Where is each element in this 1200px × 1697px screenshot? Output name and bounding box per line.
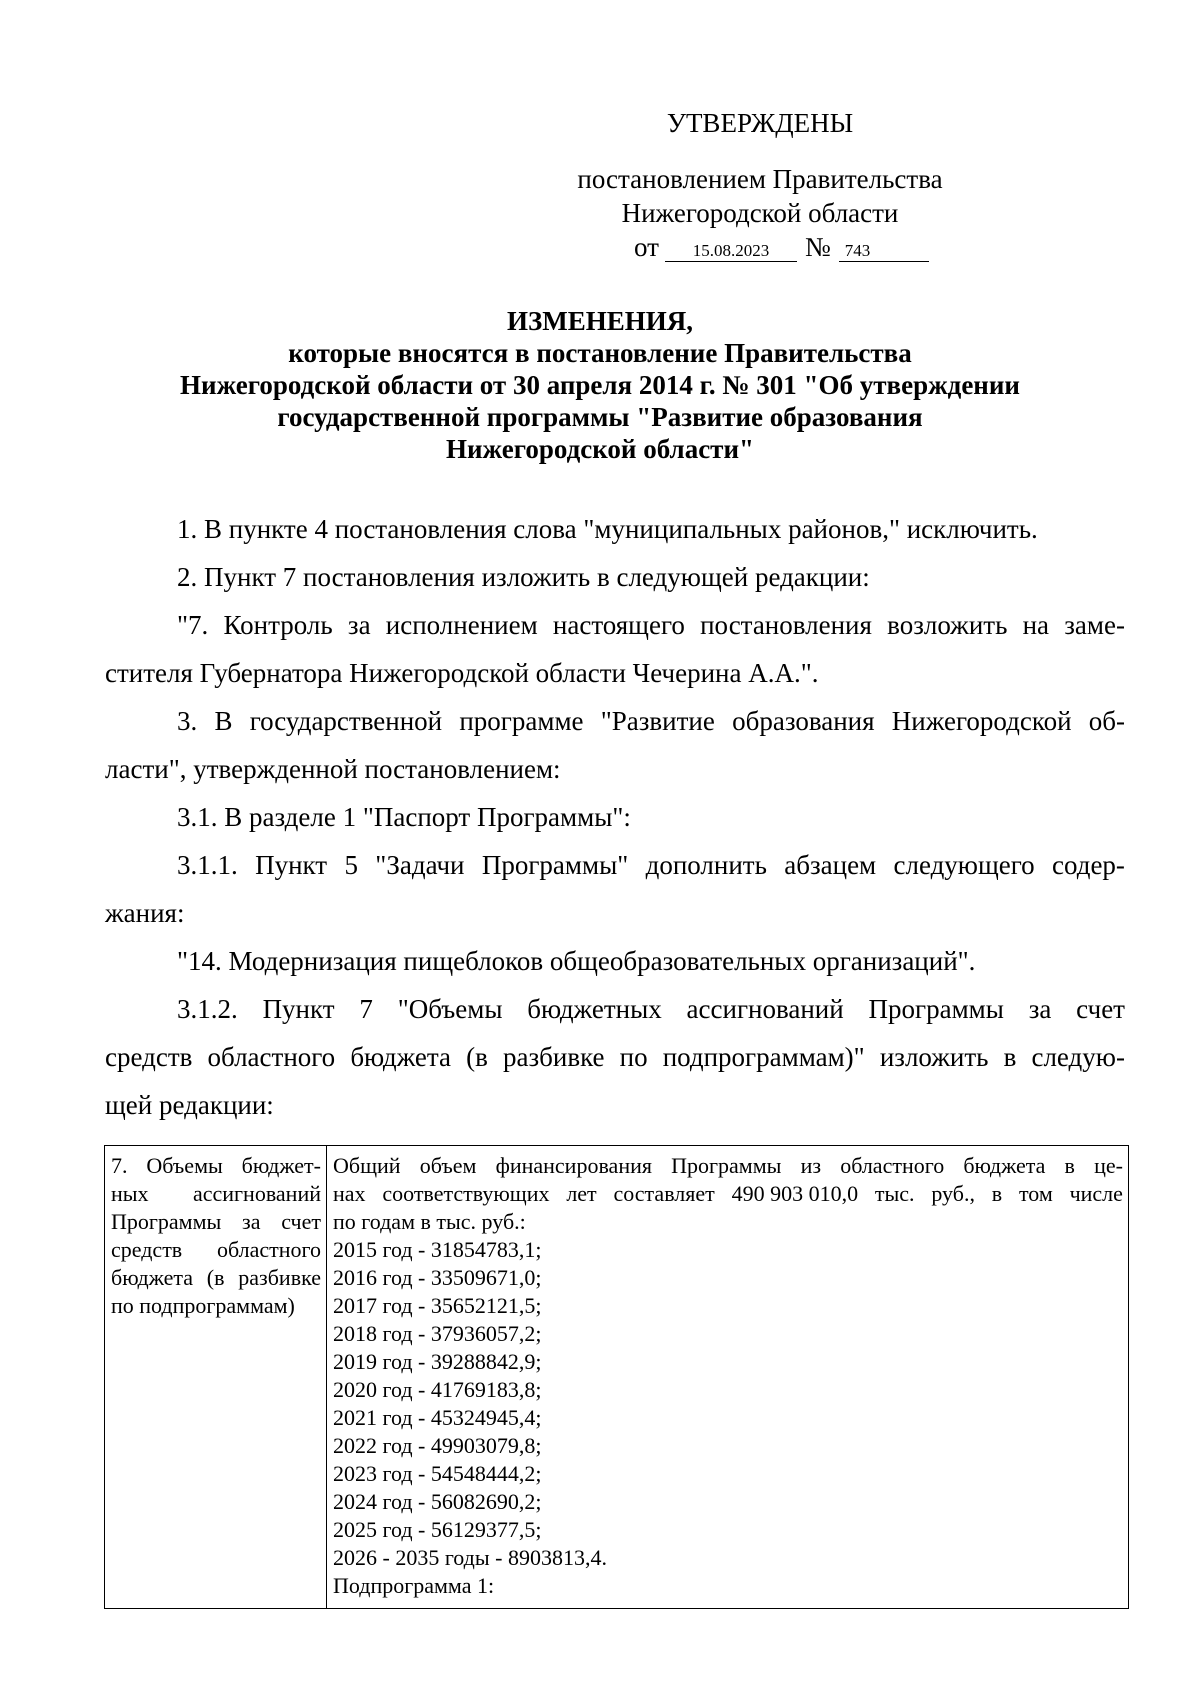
list-item: 2020 год - 41769183,8; [333, 1377, 542, 1402]
word: областного [840, 1153, 945, 1178]
word: 5 [344, 850, 358, 880]
word: руб., [931, 1181, 975, 1206]
word: "7. [177, 610, 209, 640]
word: счет [1076, 994, 1125, 1024]
intro-line: по годам в тыс. руб.: [333, 1209, 526, 1234]
word: изложить [879, 1042, 989, 1072]
word: заме- [1064, 610, 1125, 640]
word: Программы" [481, 850, 629, 880]
word: 7. [111, 1153, 128, 1178]
word: на [1022, 610, 1050, 640]
word: 3. [177, 706, 198, 736]
word: составляет [613, 1181, 715, 1206]
word: соответствующих [382, 1181, 550, 1206]
word: 3.1.1. [177, 850, 238, 880]
paragraph-5: 3.1. В разделе 1 "Паспорт Программы": [177, 802, 631, 832]
heading-line: ИЗМЕНЕНИЯ, [506, 306, 693, 336]
word: том [1018, 1181, 1053, 1206]
word: за [347, 610, 371, 640]
word: об- [1088, 706, 1125, 736]
label-line [111, 1152, 321, 1180]
paragraph-8-line-3: щей редакции: [105, 1090, 274, 1120]
word: за [1028, 994, 1052, 1024]
word: счет [281, 1209, 321, 1234]
word: постановления [700, 610, 872, 640]
list-item: 2018 год - 37936057,2; [333, 1321, 542, 1346]
word: В [214, 706, 233, 736]
ot-label: от [634, 232, 659, 262]
word: в [991, 1181, 1003, 1206]
word: лет [566, 1181, 597, 1206]
word: 490 903 010,0 [731, 1181, 859, 1206]
word: по [619, 1042, 648, 1072]
number-sign: № [804, 232, 831, 262]
word: в [1003, 1042, 1017, 1072]
word: в [1064, 1153, 1075, 1178]
approved-stamp: УТВЕРЖДЕНЫ [666, 108, 854, 138]
word: за [242, 1209, 261, 1234]
word: числе [1069, 1181, 1123, 1206]
heading-line: государственной программы "Развитие образования [277, 402, 923, 432]
budget-table [104, 1145, 1129, 1609]
paragraph-8-line-1 [105, 985, 1125, 1033]
word: абзацем [784, 850, 877, 880]
paragraph-7: "14. Модернизация пищеблоков общеобразовательных организаций". [177, 946, 976, 976]
label-line [111, 1236, 321, 1264]
word: Программы [111, 1209, 222, 1234]
paragraph-3-line-2: стителя Губернатора Нижегородской области Чечерина А.А.". [105, 658, 819, 688]
word: "Развитие [600, 706, 715, 736]
document-body [105, 505, 1125, 1129]
intro-line [333, 1152, 1123, 1180]
word: разбивке [502, 1042, 605, 1072]
word: возложить [887, 610, 1008, 640]
list-item: 2015 год - 31854783,1; [333, 1237, 542, 1262]
paragraph-3-line-1 [105, 601, 1125, 649]
paragraph-6-line-2: жания: [105, 898, 185, 928]
word: "Объемы [397, 994, 503, 1024]
word: содер- [1052, 850, 1125, 880]
table-cell-content [327, 1146, 1129, 1609]
paragraph-4-line-2: ласти", утвержденной постановлением: [105, 754, 561, 784]
word: из [800, 1153, 822, 1178]
heading-line: Нижегородской области" [445, 434, 754, 464]
document-heading [100, 305, 1100, 465]
list-item: 2016 год - 33509671,0; [333, 1265, 542, 1290]
word: программе [459, 706, 584, 736]
word: 7 [359, 994, 373, 1024]
word: настоящего [552, 610, 685, 640]
word: Программы [868, 994, 1004, 1024]
word: (в [466, 1042, 488, 1072]
table-cell-label [105, 1146, 327, 1609]
word: бюджета [963, 1153, 1046, 1178]
heading-line: Нижегородской области от 30 апреля 2014 г. № 301 "Об утверждении [180, 370, 1020, 400]
approval-number: 743 [839, 241, 929, 262]
word: областного [216, 1237, 321, 1262]
word: Контроль [223, 610, 333, 640]
subprogram-label: Подпрограмма 1: [333, 1573, 495, 1598]
label-line: по подпрограммам) [111, 1293, 295, 1318]
paragraph-4-line-1 [105, 697, 1125, 745]
word: исполнением [385, 610, 538, 640]
list-item: 2021 год - 45324945,4; [333, 1405, 542, 1430]
word: ных [111, 1181, 149, 1206]
word: следующего [893, 850, 1035, 880]
word: бюджет- [241, 1153, 321, 1178]
word: бюджета [350, 1042, 451, 1072]
word: бюджетных [527, 994, 662, 1024]
paragraph-1: 1. В пункте 4 постановления слова "муниципальных районов," исключить. [177, 514, 1038, 544]
approval-date-number [634, 232, 934, 263]
heading-line: которые вносятся в постановление Правительства [288, 338, 912, 368]
approval-line-region: Нижегородской области [621, 198, 899, 228]
word: разбивке [238, 1265, 321, 1290]
word: 3.1.2. [177, 994, 238, 1024]
word: образования [732, 706, 875, 736]
word: государственной [249, 706, 443, 736]
word: финансирования [495, 1153, 652, 1178]
list-item: 2025 год - 56129377,5; [333, 1517, 542, 1542]
word: средств [105, 1042, 193, 1072]
word: Программы [671, 1153, 782, 1178]
word: Объемы [146, 1153, 223, 1178]
word: (в [206, 1265, 225, 1290]
word: нах [333, 1181, 366, 1206]
word: Пункт [262, 994, 335, 1024]
list-item: 2026 - 2035 годы - 8903813,4. [333, 1545, 607, 1570]
intro-line [333, 1180, 1123, 1208]
paragraph-2: 2. Пункт 7 постановления изложить в следующей редакции: [177, 562, 870, 592]
word: це- [1094, 1153, 1123, 1178]
word: Общий [333, 1153, 401, 1178]
approval-date: 15.08.2023 [665, 241, 797, 262]
label-line [111, 1264, 321, 1292]
word: "Задачи [375, 850, 465, 880]
label-line [111, 1180, 321, 1208]
word: ассигнований [686, 994, 844, 1024]
paragraph-8-line-2 [105, 1033, 1125, 1081]
list-item: 2022 год - 49903079,8; [333, 1433, 542, 1458]
paragraph-6-line-1 [105, 841, 1125, 889]
list-item: 2023 год - 54548444,2; [333, 1461, 542, 1486]
label-line [111, 1208, 321, 1236]
word: дополнить [645, 850, 767, 880]
word: Пункт [255, 850, 328, 880]
word: объем [419, 1153, 477, 1178]
word: ассигнований [192, 1181, 321, 1206]
word: подпрограммам)" [662, 1042, 865, 1072]
table-row [105, 1146, 1129, 1609]
years-list [333, 1236, 1123, 1572]
list-item: 2024 год - 56082690,2; [333, 1489, 542, 1514]
word: средств [111, 1237, 183, 1262]
list-item: 2017 год - 35652121,5; [333, 1293, 542, 1318]
approval-line-resolution: постановлением Правительства [577, 164, 943, 194]
word: областного [207, 1042, 336, 1072]
word: следую- [1031, 1042, 1125, 1072]
list-item: 2019 год - 39288842,9; [333, 1349, 542, 1374]
word: тыс. [874, 1181, 915, 1206]
word: Нижегородской [891, 706, 1072, 736]
word: бюджета [111, 1265, 194, 1290]
